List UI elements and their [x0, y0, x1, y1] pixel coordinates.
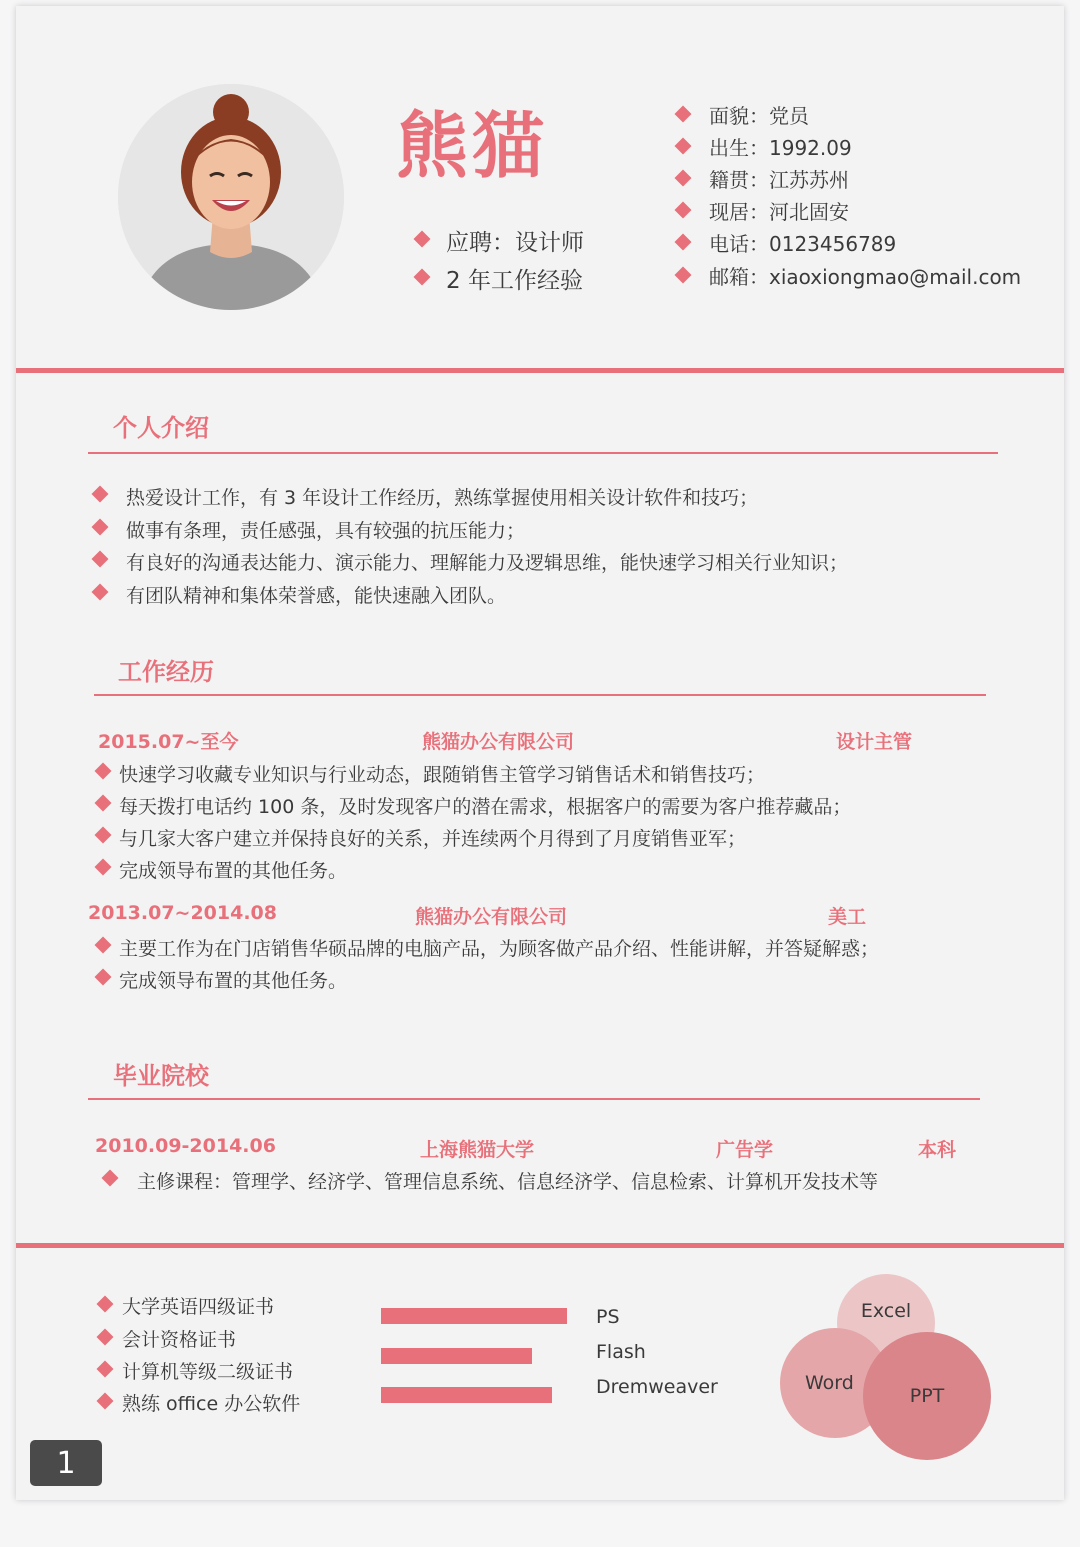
bullet-icon	[95, 763, 112, 780]
bullet-icon	[675, 202, 692, 219]
bullet-icon	[675, 138, 692, 155]
intro-item: 做事有条理，责任感强，具有较强的抗压能力；	[126, 520, 526, 542]
bullet-icon	[95, 969, 112, 986]
info-hometown: 籍贯：江苏苏州	[709, 168, 849, 192]
intro-item: 有团队精神和集体荣誉感，能快速融入团队。	[126, 585, 507, 607]
section-rule	[94, 694, 986, 696]
avatar	[118, 84, 344, 310]
job-duty: 完成领导布置的其他任务。	[119, 860, 348, 882]
bullet-icon	[95, 795, 112, 812]
bubble-ppt	[863, 1332, 991, 1460]
skill-bar-flash	[381, 1348, 532, 1364]
certificate-item: 会计资格证书	[122, 1329, 237, 1351]
bullet-icon	[92, 584, 109, 601]
skill-bar-ps	[381, 1308, 567, 1324]
job-period: 2013.07~2014.08	[88, 902, 277, 924]
section-title-work: 工作经历	[118, 658, 214, 686]
info-residence: 现居：河北固安	[709, 200, 849, 224]
education-school: 上海熊猫大学	[420, 1139, 535, 1161]
job-duty: 每天拨打电话约 100 条，及时发现客户的潜在需求，根据客户的需要为客户推荐藏品；	[119, 796, 852, 818]
bullet-icon	[97, 1296, 114, 1313]
skill-bar-dremweaver	[381, 1387, 552, 1403]
education-period: 2010.09-2014.06	[95, 1135, 276, 1157]
bullet-icon	[675, 106, 692, 123]
job-company: 熊猫办公有限公司	[415, 906, 568, 928]
portrait-image	[118, 84, 344, 310]
bullet-icon	[92, 486, 109, 503]
bullet-icon	[102, 1170, 119, 1187]
resume-page	[16, 6, 1064, 1500]
experience-years: 2 年工作经验	[446, 268, 583, 294]
certificate-item: 计算机等级二级证书	[122, 1361, 294, 1383]
bullet-icon	[95, 859, 112, 876]
job-duty: 快速学习收藏专业知识与行业动态，跟随销售主管学习销售话术和销售技巧；	[119, 764, 766, 786]
intro-item: 有良好的沟通表达能力、演示能力、理解能力及逻辑思维，能快速学习相关行业知识；	[126, 552, 849, 574]
certificate-item: 熟练 office 办公软件	[122, 1393, 301, 1415]
skill-label: Dremweaver	[596, 1376, 718, 1398]
job-period: 2015.07~至今	[98, 731, 239, 753]
bullet-icon	[92, 551, 109, 568]
candidate-name: 熊猫	[396, 104, 549, 188]
job-role: 设计主管	[836, 731, 913, 753]
job-duty: 主要工作为在门店销售华硕品牌的电脑产品，为顾客做产品介绍、性能讲解，并答疑解惑；	[119, 938, 880, 960]
section-title-education: 毕业院校	[113, 1062, 209, 1090]
position-applied: 应聘：设计师	[446, 230, 584, 256]
bullet-icon	[95, 827, 112, 844]
bullet-icon	[97, 1361, 114, 1378]
footer-divider	[16, 1243, 1064, 1248]
bullet-icon	[675, 267, 692, 284]
bubble-label: Excel	[860, 1300, 912, 1322]
job-company: 熊猫办公有限公司	[422, 731, 575, 753]
education-degree: 本科	[918, 1139, 957, 1161]
job-duty: 完成领导布置的其他任务。	[119, 970, 348, 992]
bullet-icon	[97, 1329, 114, 1346]
info-email: 邮箱：xiaoxiongmao@mail.com	[709, 265, 1022, 289]
certificate-item: 大学英语四级证书	[122, 1296, 275, 1318]
bullet-icon	[414, 231, 431, 248]
bullet-icon	[675, 234, 692, 251]
section-rule	[88, 1098, 980, 1100]
bullet-icon	[92, 519, 109, 536]
section-title-intro: 个人介绍	[113, 414, 209, 442]
bubble-label: Word	[805, 1372, 854, 1394]
bullet-icon	[97, 1393, 114, 1410]
page-number-badge[interactable]: 1	[30, 1440, 102, 1486]
info-phone: 电话：0123456789	[709, 232, 897, 256]
skill-label: Flash	[596, 1341, 646, 1363]
skill-label: PS	[596, 1306, 620, 1328]
bullet-icon	[95, 937, 112, 954]
section-rule	[88, 452, 998, 454]
bullet-icon	[675, 170, 692, 187]
info-birth: 出生：1992.09	[709, 136, 852, 160]
info-political: 面貌：党员	[709, 104, 809, 128]
job-duty: 与几家大客户建立并保持良好的关系，并连续两个月得到了月度销售亚军；	[119, 828, 747, 850]
bullet-icon	[414, 269, 431, 286]
education-major: 广告学	[716, 1139, 774, 1161]
bubble-label: PPT	[909, 1385, 945, 1407]
job-role: 美工	[828, 906, 867, 928]
header-divider	[16, 368, 1064, 373]
intro-item: 热爱设计工作，有 3 年设计工作经历，熟练掌握使用相关设计软件和技巧；	[126, 487, 759, 509]
education-courses: 主修课程：管理学、经济学、管理信息系统、信息经济学、信息检索、计算机开发技术等	[137, 1171, 879, 1193]
